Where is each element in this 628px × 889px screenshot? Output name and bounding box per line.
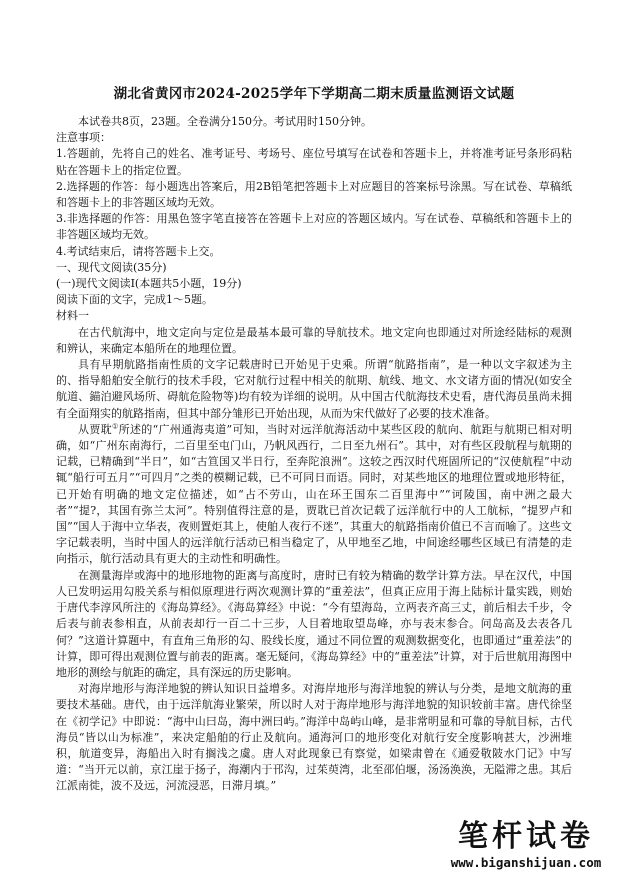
page-title: 湖北省黄冈市2024-2025学年下学期高二期末质量监测语文试题: [113, 86, 515, 102]
material-label: 材料一: [56, 309, 89, 323]
document-body: [56, 114, 572, 795]
watermark-brand: 笔杆试卷: [458, 819, 594, 854]
notice-item-2: 2.选择题的作答：每小题选出答案后，用2B铅笔把答题卡上对应题目的答案标号涂黑。写在试卷、草稿纸和答题卡上的非答题区域均无效。: [56, 179, 572, 210]
paragraph-1: 在古代航海中，地文定向与定位是最基本最可靠的导航技术。地文定向也即通过对所途经陆标的观测和辨认，来确定本船所在的地理位置。: [56, 325, 572, 355]
paragraph-3-text: 所述的“广州通海夷道”可知，当时对远洋航海活动中某些区段的航向、航距与航期已相对明确，如“广州东南海行，二百里至屯门山，乃帆风西行，二日至九州石”。其中，对有些区段航程与航期的记载，已精确到“半日”，如“古笪国又半日行，至奔陀浪洲”。这较之西汉时代班固所记的“汉使航程”中动辄“船行可五月”“可四月”之类的模糊记载，已不可同日而语。同时，对某些地区的地理位置或地形特征，已开始有明确的地文定位描述，如“占不劳山，山在环王国东二百里海中”“诃陵国，南中洲之最大者”“提?，其国有弥兰太河”。特别值得注意的是，贾耽已首次记载了远洋航行中的人工航标，“提罗卢和国”“国人于海中立华表，夜则置炬其上，使舶人夜行不迷”，其重大的航路指南价值已不言而喻了。这些文字记载表明，当时中国人的远洋航行活动已相当稳定了，从甲地至乙地，中间途经哪些区域已有清楚的走向指示，航行活动具有更大的主动性和明确性。: [56, 422, 573, 566]
paragraph-4: 在测量海岸或海中的地形地物的距离与高度时，唐时已有较为精确的数学计算方法。早在汉代，中国人已发明运用勾股关系与相似原理进行两次观测计算的“重差法”，但真正应用于海上陆标计量实践，则始于唐代李淳风所注的《海岛算经》。《海岛算经》中说：“今有望海岛，立两表齐高三丈，前后相去千步，令后表与前表参相直，从前表却行一百二十三步，人目着地取望岛峰，亦与表末参合。问岛高及去表各几何？”这道计算题中，有直角三角形的勾、股线长度，通过不同位置的观测数据变化，也即通过“重差法”的计算，即可得出观测位置与前表的距离。毫无疑问，《海岛算经》中的“重差法”计算，对于后世航用海图中地形的测绘与航距的确定，具有深远的历史影响。: [56, 568, 572, 679]
notice-item-4: 4.考试结束后，请将答题卡上交。: [56, 244, 221, 258]
reading-instruction: 阅读下面的文字，完成1～5题。: [56, 293, 213, 307]
paragraph-5: 对海岸地形与海洋地貌的辨认知识日益增多。对海岸地形与海洋地貌的辨认与分类，是地文航海的重要技术基础。唐代，由于远洋航海业繁荣，所以时人对于海岸地形与海洋地貌的知识较前丰富。唐代徐坚在《初学记》中即说：“海中山曰岛，海中洲曰屿。”海洋中岛屿山峰，是非常明显和可靠的导航目标，古代海员“皆以山为标准”，来决定船舶的行止及航向。通海河口的地形变化对航行安全度影响甚大，沙洲堆积，航道变异，海船出入时有搁浅之虞。唐人对此现象已有察觉，如梁肃曾在《通爱敬陂水门记》中写道：“当开元以前，京江崖于扬子，海潮内于邗沟，过茱萸湾，北至邵伯堰，汤汤涣涣，无隘滞之患。其后江派南徙，波不及远，河流浸恶，日滞月填。”: [56, 682, 572, 793]
exam-info: 本试卷共8页，23题。全卷满分150分。考试用时150分钟。: [78, 115, 372, 128]
footnote-marker: ①: [112, 422, 119, 431]
paragraph-2: 具有早期航路指南性质的文字记载唐时已开始见于史乘。所谓“航路指南”，是一种以文字叙述为主的、指导船舶安全航行的技术手段，它对航行过程中相关的航期、航线、地文、水文诸方面的情况(如安全航道、錨泊避风场所、碍航危险物等)均有较为详细的说明。从中国古代航海技术史看，唐代海员虽尚未拥有全面翔实的航路指南，但其中部分雏形已开始出现，从而为宋代做好了必要的技术准备。: [56, 358, 572, 420]
watermark-url: www.biganshijuan.com: [450, 855, 602, 870]
notice-heading: 注意事项：: [56, 131, 111, 145]
paragraph-3: [56, 422, 572, 568]
section-sub-heading: (一)现代文阅读Ⅰ(本题共5小题，19分): [56, 277, 242, 291]
watermark: [446, 819, 606, 871]
notice-item-1: 1.答题前，先将自己的姓名、准考证号、考场号、座位号填写在试卷和答题卡上，并将准考证号条形码粘贴在答题卡上的指定位置。: [56, 147, 572, 177]
notice-item-3: 3.非选择题的作答：用黑色签字笔直接答在答题卡上对应的答题区域内。写在试卷、草稿纸和答题卡上的非答题区域均无效。: [56, 212, 572, 242]
paragraph-3-prefix: 从贾耽: [78, 422, 112, 436]
section-heading: 一、现代文阅读(35分): [56, 260, 167, 274]
